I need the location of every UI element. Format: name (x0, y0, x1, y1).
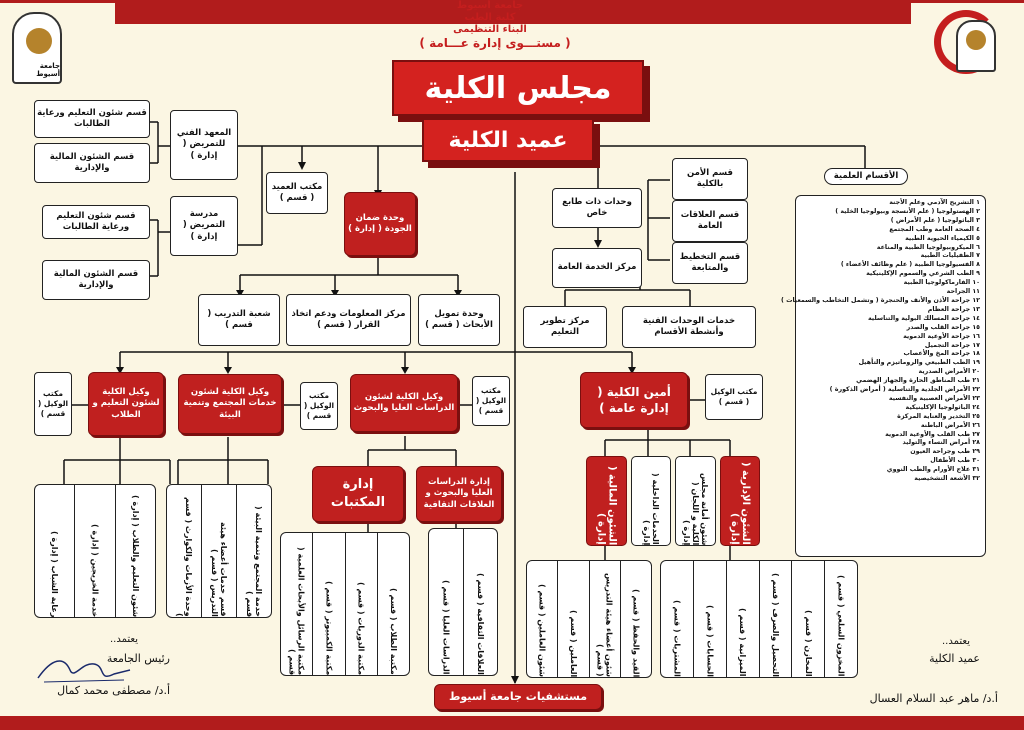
scientific-department-item: ٢٥ التخدير والعناية المركزة (897, 412, 980, 420)
students-dept: خدمة الخريجين ( إدارة ) (74, 485, 114, 617)
scientific-department-item: ١٣ جراحة العظام (927, 305, 980, 313)
finance-sub-dept: المخازن ( قسم ) (791, 561, 824, 677)
faculty-line: كلية الطب (464, 12, 516, 23)
scientific-department-item: ٢٢ الأمراض الجلدية والتناسلية ( أمراض الذكورة ) (829, 386, 980, 394)
secretary-admin: الشئون المالية ( إدارة ) (586, 456, 627, 546)
scientific-department-item: ٣١ علاج الأورام والطب النووي (886, 466, 980, 474)
approve-right-label: يعتمد.. (941, 636, 970, 647)
finance-sub-dept: المشتريات ( قسم ) (672, 600, 682, 677)
logo-text: جامعة أسيوط (36, 62, 60, 78)
scientific-department-item: ١٠ الفارماكولوجيا الطبية (903, 279, 980, 287)
secretary-office: مكتب الوكيل ( قسم ) (705, 374, 763, 420)
univ-line: جامعة أسيوط (456, 0, 524, 11)
community-dept: وحدة الأزمات والكوارث ( قسم ) (175, 497, 193, 617)
president-name: أ.د/ مصطفى محمد كمال (57, 684, 170, 697)
scientific-department-item: ٤ الصحة العامة وطب المجتمع (889, 225, 980, 233)
community-depts (166, 484, 272, 618)
council-block (392, 60, 644, 116)
level-label: ( مستـــوى إدارة عـــامة ) (419, 36, 571, 50)
library-dept: مكتبة الطلاب ( قسم ) (377, 533, 409, 675)
vice-office-community: مكتب الوكيل ( قسم ) (300, 382, 338, 430)
president-label: رئيس الجامعة (106, 652, 170, 665)
vice-dean-community: وكيل الكلية لشئون خدمات المجتمع وتنمية البيئة (178, 374, 282, 434)
dean-label: عميد الكلية (929, 652, 980, 665)
vice-dean-research: وكيل الكلية لشئون الدراسات العليا والبحوث (350, 374, 458, 432)
school-students-dept: قسم شئون التعليم ورعاية الطالبات (42, 205, 150, 239)
postgrad-dept: العلاقات الثقافية ( قسم ) (463, 529, 498, 675)
scientific-departments-title: الأقسام العلمية (824, 168, 908, 185)
training-division: شعبة التدريب ( قسم ) (198, 294, 280, 346)
postgrad-dept: الدراسات العليا ( قسم ) (441, 580, 451, 675)
finance-sub-dept: المخزون السلعي ( قسم ) (824, 561, 857, 677)
vice-office-students: مكتب الوكيل ( قسم ) (34, 372, 72, 436)
scientific-department-item: ١٩ الطب الطبيعي والروماتيزم والتأهيل (858, 359, 980, 367)
community-dept: قسم خدمات أعضاء هيئة التدريس ( قسم ) (201, 485, 236, 617)
dean-block (422, 118, 594, 162)
finance-sub-dept: التحصيل والصرف ( قسم ) (759, 561, 792, 677)
public-service-center: مركز الخدمة العامة (552, 248, 642, 288)
scientific-department-item: ٢٨ أمراض النساء والتوليد (902, 439, 980, 447)
structure-line: البناء التنظيمى (453, 24, 527, 35)
admin-sub-dept: شئون العاملين ( قسم ) (537, 583, 547, 677)
quality-unit: وحدة ضمان الجودة ( إدارة ) (344, 192, 416, 256)
scientific-department-item: ١٧ جراحة التجميل (924, 341, 980, 349)
admin-sub-dept: العاملين ( قسم ) (557, 561, 588, 677)
scientific-department-item: ٢ الهستولوجيا ( علم الأنسجة وبيولوجيا الخلية ) (835, 207, 980, 215)
scientific-department-item: ١ التشريح الآدمي وعلم الأجنة (889, 199, 980, 206)
secretary-admins (584, 456, 762, 546)
postgrad-depts (428, 528, 498, 676)
admin-sub-dept: شئون أعضاء هيئة التدريس ( قسم ) (589, 561, 620, 677)
community-dept: خدمة المجتمع وتنمية البيئة ( قسم ) (236, 485, 271, 617)
public-relations-dept: قسم العلاقات العامة (672, 200, 748, 242)
institute-students-dept: قسم شئون التعليم ورعاية الطالبات (34, 100, 150, 138)
scientific-department-item: ٢٤ الباثولوجيا الإكلينيكية (905, 403, 980, 411)
scientific-department-item: ١٤ جراحة المسالك البولية والتناسلية (867, 314, 980, 322)
approve-left-label: يعتمد.. (109, 634, 138, 645)
scientific-department-item: ٧ الطفيليات الطبية (920, 252, 980, 260)
vice-office-research: مكتب الوكيل ( قسم ) (472, 376, 510, 426)
libraries-admin: إدارة المكتبات (312, 466, 404, 522)
scientific-department-item: ١٨ جراحة المخ والأعصاب (903, 350, 980, 358)
dean-name: أ.د/ ماهر عبد السلام العسال (869, 692, 998, 705)
library-depts (280, 532, 410, 676)
education-development-center: مركز تطوير التعليم (523, 306, 607, 348)
secretary-admin: الشئون الإدارية ( إدارة ) (720, 456, 761, 546)
scientific-department-item: ٥ الكيمياء الحيوية الطبية (905, 234, 980, 242)
vice-dean-students: وكيل الكلية لشئون التعليم و الطلاب (88, 372, 164, 436)
scientific-department-item: ٣٢ الأشعة التشخيصية (914, 475, 980, 483)
nursing-school: مدرسة التمريض ( إدارة ) (170, 196, 238, 256)
scientific-department-item: ٢١ طب المناطق الحارة والجهاز الهضمي (856, 377, 980, 385)
research-funding-unit: وحدة تمويل الأبحاث ( قسم ) (418, 294, 500, 346)
scientific-department-item: ٣ الباثولوجيا ( علم الأمراض ) (890, 216, 980, 224)
scientific-department-item: ٢٦ الأمراض الباطنة (920, 421, 980, 429)
secretary-admin: شئون أمانة مجلس الكلية و اللجان ( إدارة ) (675, 456, 716, 546)
admin-sub-depts (526, 560, 652, 678)
scientific-departments-list (781, 195, 986, 557)
college-secretary: أمين الكلية ( إدارة عامة ) (580, 372, 688, 428)
university-hospitals: مستشفيات جامعة أسيوط (434, 684, 602, 710)
security-dept: قسم الأمن بالكلية (672, 158, 748, 200)
planning-dept: قسم التخطيط والمتابعة (672, 242, 748, 284)
scientific-department-item: ٦ الميكروبيولوجيا الطبية والمناعة (876, 243, 980, 251)
scientific-department-item: ٨ الفسيولوجيا الطبية ( علم وظائف الأعضاء ) (840, 261, 980, 269)
finance-sub-dept: الحسابات ( قسم ) (693, 561, 726, 677)
scientific-department-item: ٢٣ الأمراض العصبية والنفسية (888, 394, 980, 402)
dean-title: عميد الكلية (448, 127, 568, 153)
technical-services: خدمات الوحدات الفنية وأنشطة الأقسام (622, 306, 756, 348)
president-signature (34, 652, 134, 686)
scientific-department-item: ٢٠ الأمراض الصدرية (918, 368, 980, 376)
school-finance-dept: قسم الشئون المالية والإدارية (42, 260, 150, 300)
scientific-department-item: ١١ الجراحة (946, 288, 980, 296)
library-dept: مكتبة الرسائل والأبحاث العلمية ( قسم ) (287, 546, 306, 675)
students-dept: شئون التعليم والطلاب ( إدارة ) (115, 485, 155, 617)
students-dept: رعاية الشباب ( إدارة ) (50, 530, 60, 617)
dean-office: مكتب العميد ( قسم ) (266, 172, 328, 214)
scientific-department-item: ٣٠ طب الأطفال (930, 457, 980, 465)
council-title: مجلس الكلية (424, 70, 612, 106)
students-depts (34, 484, 156, 618)
scientific-department-item: ١٥ جراحة القلب والصدر (906, 323, 980, 331)
scientific-department-item: ٢٧ طب القلب والأوعية الدموية (885, 430, 980, 438)
institute-finance-dept: قسم الشئون المالية والإدارية (34, 143, 150, 183)
finance-sub-depts (660, 560, 858, 678)
library-dept: مكتبة الكمبيوتر ( قسم ) (312, 533, 344, 675)
scientific-department-item: ١٦ جراحة الأوعية الدموية (903, 332, 980, 340)
nursing-institute: المعهد الفني للتمريض ( إدارة ) (170, 110, 238, 180)
scientific-department-item: ٩ الطب الشرعي والسموم الإكلينيكية (866, 270, 980, 278)
info-center: مركز المعلومات ودعم اتخاذ القرار ( قسم ) (286, 294, 411, 346)
library-dept: مكتبة الدوريات ( قسم ) (345, 533, 377, 675)
admin-sub-dept: القيد والحفظ ( قسم ) (620, 561, 651, 677)
scientific-department-item: ١٢ جراحة الأذن والأنف والحنجرة ( وتشمل التخاطب والسمعيات ) (781, 296, 980, 304)
special-units: وحدات ذات طابع خاص (552, 188, 642, 228)
secretary-admin: الخدمات الداخلية ( إدارة ) (631, 456, 672, 546)
scientific-department-item: ٢٩ طب وجراحة العيون (910, 448, 980, 456)
finance-sub-dept: الميزانية ( قسم ) (726, 561, 759, 677)
postgrad-admin: إدارة الدراسات العليا والبحوث و العلاقات الثقافية (416, 466, 502, 522)
